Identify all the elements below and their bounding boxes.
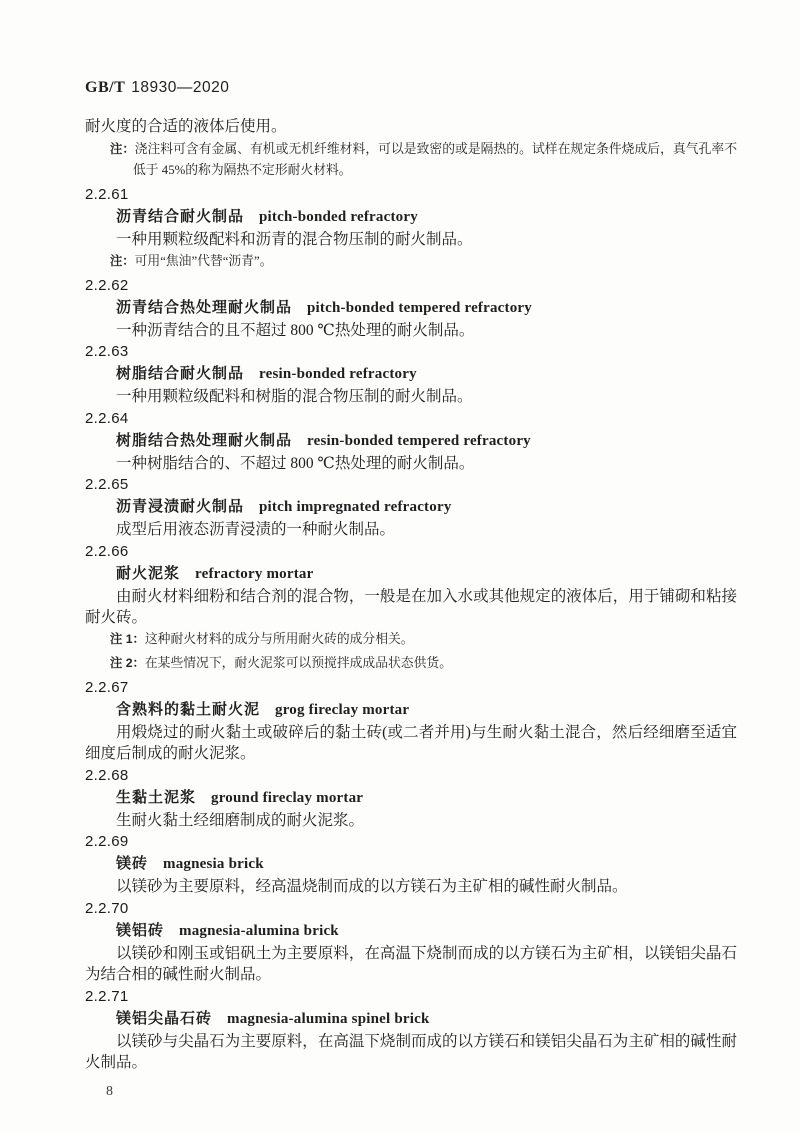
clause-number: 2.2.66	[85, 542, 129, 560]
definition-text: 一种用颗粒级配料和树脂的混合物压制的耐火制品。	[116, 388, 473, 405]
term-entry-2-2-70	[85, 898, 737, 986]
term-entry-2-2-66	[85, 541, 737, 674]
term-line	[85, 852, 737, 876]
term-entry-2-2-61	[85, 184, 737, 272]
intro-continuation-text: 耐火度的合适的液体后使用。	[85, 118, 287, 135]
definition-text: 成型后用液态沥青浸渍的一种耐火制品。	[116, 521, 396, 538]
term-english: ground fireclay mortar	[211, 789, 364, 806]
page-number: 8	[106, 1083, 113, 1099]
entry-note-1	[85, 629, 737, 650]
definition-text: 以镁砂和刚玉或铝矾土为主要原料，在高温下烧制而成的以方镁石为主矿相，以镁铝尖晶石为结合相的碱性耐火制品。	[85, 944, 737, 983]
definition-text: 由耐火材料细粉和结合剂的混合物，一般是在加入水或其他规定的液体后，用于铺砌和粘接耐火砖。	[85, 587, 737, 626]
term-line	[85, 429, 737, 453]
definition-text: 生耐火黏土经细磨制成的耐火泥浆。	[116, 811, 365, 829]
intro-note	[85, 139, 737, 181]
term-line	[85, 786, 737, 810]
note-text: 这种耐火材料的成分与所用耐火砖的成分相关。	[144, 631, 414, 646]
term-line	[85, 362, 737, 386]
term-chinese: 树脂结合耐火制品	[116, 365, 245, 382]
standard-number: 18930—2020	[131, 79, 230, 96]
term-english: grog fireclay mortar	[275, 701, 410, 718]
term-english: pitch impregnated refractory	[259, 499, 452, 515]
note-label: 注：	[110, 253, 135, 268]
term-line	[85, 562, 737, 586]
term-english: magnesia brick	[163, 856, 264, 872]
term-english: magnesia-alumina brick	[179, 922, 339, 939]
note-label: 注：	[110, 142, 135, 156]
definition-text: 一种用颗粒级配料和沥青的混合物压制的耐火制品。	[116, 231, 473, 248]
definition-text: 一种树脂结合的、不超过 800 ℃热处理的耐火制品。	[116, 454, 475, 472]
note-text: 可用“焦油”代替“沥青”。	[134, 253, 273, 268]
term-chinese: 生黏土泥浆	[116, 788, 197, 806]
term-line	[85, 698, 737, 722]
entry-note	[85, 251, 737, 272]
term-line	[85, 296, 737, 320]
term-chinese: 耐火泥浆	[116, 564, 181, 582]
document-header	[85, 78, 737, 98]
term-english: resin-bonded refractory	[259, 366, 417, 382]
term-entry-2-2-68	[85, 765, 737, 832]
term-entry-2-2-62	[85, 275, 737, 342]
note-text: 浇注料可含有金属、有机或无机纤维材料，可以是致密的或是隔热的。试样在规定条件烧成后，真气孔率不低于 45%的称为隔热不定形耐火材料。	[133, 142, 737, 177]
clause-number: 2.2.63	[85, 343, 129, 360]
clause-number: 2.2.62	[85, 276, 129, 294]
clause-number: 2.2.65	[85, 476, 129, 493]
note-text: 在某些情况下，耐火泥浆可以预搅拌成成品状态供货。	[144, 655, 452, 670]
clause-number: 2.2.71	[85, 987, 129, 1005]
term-entry-2-2-71	[85, 986, 737, 1074]
term-chinese: 沥青浸渍耐火制品	[116, 498, 245, 515]
note-label: 注 1：	[110, 631, 145, 646]
definition-text: 用煅烧过的耐火黏土或破碎后的黏土砖(或二者并用)与生耐火黏土混合，然后经细磨至适宜细度后制成的耐火泥浆。	[85, 723, 737, 762]
term-english: resin-bonded tempered refractory	[307, 432, 531, 449]
note-label: 注 2：	[110, 655, 145, 670]
clause-number: 2.2.67	[85, 678, 129, 696]
term-english: magnesia-alumina spinel brick	[227, 1010, 430, 1027]
term-entry-2-2-69	[85, 831, 737, 898]
clause-number: 2.2.69	[85, 833, 129, 850]
term-chinese: 沥青结合热处理耐火制品	[116, 298, 293, 316]
term-english: pitch-bonded refractory	[259, 209, 418, 225]
clause-number: 2.2.64	[85, 409, 129, 427]
term-entry-2-2-63	[85, 341, 737, 408]
standard-prefix: GB/T	[85, 79, 126, 96]
definition-text: 以镁砂为主要原料，经高温烧制而成的以方镁石为主矿相的碱性耐火制品。	[116, 878, 628, 895]
definition-text: 一种沥青结合的且不超过 800 ℃热处理的耐火制品。	[116, 321, 475, 339]
term-english: pitch-bonded tempered refractory	[307, 299, 532, 316]
term-line	[85, 1007, 737, 1031]
clause-number: 2.2.70	[85, 899, 129, 917]
term-line	[85, 495, 737, 519]
term-entry-2-2-65	[85, 474, 737, 541]
term-entry-2-2-67	[85, 677, 737, 765]
term-chinese: 镁砖	[116, 855, 149, 872]
term-chinese: 沥青结合耐火制品	[116, 208, 245, 225]
term-line	[85, 919, 737, 943]
term-line	[85, 205, 737, 229]
term-chinese: 树脂结合热处理耐火制品	[116, 431, 293, 449]
term-chinese: 镁铝尖晶石砖	[116, 1009, 213, 1027]
clause-number: 2.2.61	[85, 186, 129, 203]
clause-number: 2.2.68	[85, 766, 129, 784]
term-chinese: 含熟料的黏土耐火泥	[116, 700, 261, 718]
entry-note-2	[85, 653, 737, 674]
term-entry-2-2-64	[85, 408, 737, 475]
term-chinese: 镁铝砖	[116, 921, 165, 939]
definition-text: 以镁砂与尖晶石为主要原料，在高温下烧制而成的以方镁石和镁铝尖晶石为主矿相的碱性耐火制品。	[85, 1032, 737, 1071]
term-english: refractory mortar	[195, 565, 314, 582]
